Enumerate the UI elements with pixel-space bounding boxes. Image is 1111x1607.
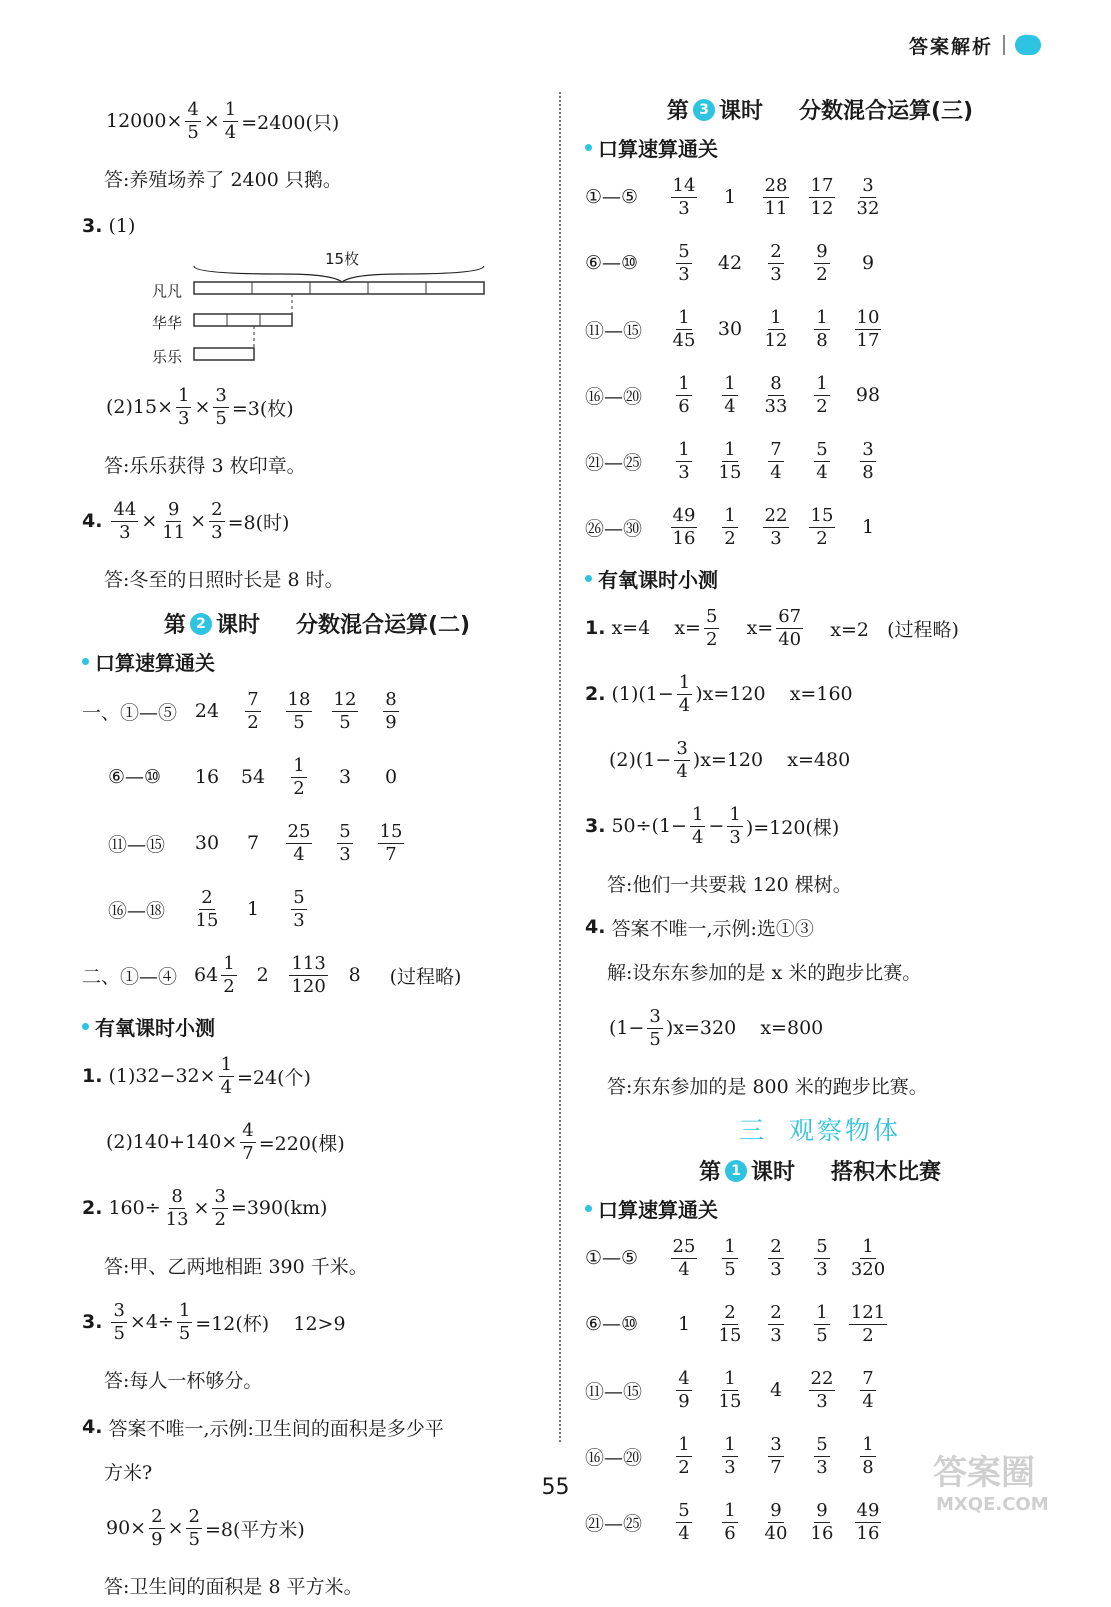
row-label: ⑥—⑩ bbox=[108, 766, 162, 788]
answer-row: ⑪—⑮ $\frac{1}{45}$ 30 $\frac{1}{12}$ $\frac{1}{8}$ $\frac{10}{17}$ bbox=[585, 306, 880, 351]
question-number: 3. bbox=[82, 215, 103, 237]
question-3 bbox=[82, 204, 552, 248]
fraction: $\frac{44}{3}$ bbox=[113, 498, 137, 543]
huahua-label: 华华 bbox=[152, 314, 183, 332]
answer-row: 二、①—④ 64 $\frac{1}{2}$ 2 $\frac{113}{120}$ 8 (过程略) bbox=[82, 952, 462, 997]
section-heading: 口算速算通关 bbox=[82, 647, 552, 676]
equation-row: 90× $\frac{2}{9}$ × $\frac{2}{5}$ =8(平方米) bbox=[106, 1505, 305, 1550]
watermark-logo bbox=[928, 1446, 1093, 1516]
row-label: ⑯—⑳ bbox=[585, 1446, 643, 1469]
fraction: $\frac{3}{5}$ bbox=[215, 384, 227, 429]
huahua-bar bbox=[194, 314, 292, 326]
answer-row: ⑪—⑮ $\frac{4}{9}$ $\frac{1}{15}$ 4 $\frac{22}{3}$ $\frac{7}{4}$ bbox=[585, 1367, 874, 1412]
lesson-title: 第 2 课时 分数混合运算(二) bbox=[163, 613, 471, 638]
fraction: $\frac{1}{3}$ bbox=[178, 384, 190, 429]
answer-line: 答:养殖场养了 2400 只鹅。 bbox=[104, 168, 342, 191]
lesson-number-badge: 2 bbox=[190, 613, 212, 635]
row-label: ⑥—⑩ bbox=[585, 252, 639, 274]
question-1: 1. x=4 x= $\frac{5}{2}$ x= $\frac{67}{40}$ x=2 (过程略) bbox=[585, 605, 959, 650]
question-1: 1. (1)32−32× $\frac{1}{4}$ =24(个) bbox=[82, 1053, 311, 1098]
equation-row: (1− $\frac{3}{5}$ )x=320 x=800 bbox=[609, 1005, 824, 1050]
row-label: ⑥—⑩ bbox=[585, 1313, 639, 1335]
header-accent-pill bbox=[1015, 35, 1041, 55]
lesson-title: 第 3 课时 分数混合运算(三) bbox=[666, 99, 974, 124]
page-header bbox=[909, 30, 1041, 60]
bullet-dot-icon bbox=[82, 1023, 89, 1030]
section-heading: 口算速算通关 bbox=[585, 1194, 1055, 1223]
bullet-dot-icon bbox=[585, 575, 592, 582]
row-label: ①—⑤ bbox=[585, 186, 639, 208]
row-label: ㉑—㉕ bbox=[585, 1512, 643, 1535]
answer-line: 答:东东参加的是 800 米的跑步比赛。 bbox=[607, 1075, 928, 1098]
answer-row: ㉑—㉕ $\frac{1}{3}$ $\frac{1}{15}$ $\frac{7}{4}$ $\frac{5}{4}$ $\frac{3}{8}$ bbox=[585, 438, 874, 483]
svg-text:MXQE.COM: MXQE.COM bbox=[936, 1494, 1049, 1515]
section-heading: 口算速算通关 bbox=[585, 133, 1055, 162]
row-label: ⑪—⑮ bbox=[585, 319, 643, 342]
answer-line: 答:卫生间的面积是 8 平方米。 bbox=[104, 1575, 363, 1598]
answer-row: ⑯—⑳ $\frac{1}{6}$ $\frac{1}{4}$ $\frac{8}{33}$ $\frac{1}{2}$ 98 bbox=[585, 372, 881, 417]
fraction: $\frac{4}{5}$ bbox=[187, 98, 199, 143]
header-separator bbox=[1003, 35, 1005, 55]
fanfan-label: 凡凡 bbox=[152, 282, 183, 300]
solution-line: 解:设东东参加的是 x 米的跑步比赛。 bbox=[607, 961, 922, 984]
equation-row: (2)(1− $\frac{3}{4}$ )x=120 x=480 bbox=[609, 737, 851, 782]
lele-label: 乐乐 bbox=[152, 348, 183, 366]
row-label: 二、①—④ bbox=[82, 965, 178, 988]
bullet-dot-icon bbox=[82, 658, 89, 665]
answer-row: ⑥—⑩ $\frac{5}{3}$ 42 $\frac{2}{3}$ $\frac{9}{2}$ 9 bbox=[585, 240, 875, 285]
equation-row: (2)140+140× $\frac{4}{7}$ =220(棵) bbox=[106, 1119, 345, 1164]
bullet-dot-icon bbox=[585, 1205, 592, 1212]
question-3: 3. 50÷(1− $\frac{1}{4}$ − $\frac{1}{3}$ )=120(棵) bbox=[585, 803, 840, 848]
part-label: (1) bbox=[108, 215, 136, 237]
lesson-number-badge: 1 bbox=[725, 1160, 747, 1182]
page-number: 55 bbox=[541, 1475, 570, 1500]
question-2: 2. 160÷ $\frac{8}{13}$ × $\frac{3}{2}$ =390(km) bbox=[82, 1185, 328, 1230]
row-label: ⑪—⑮ bbox=[108, 833, 166, 856]
row-label: ㉖—㉚ bbox=[585, 517, 643, 540]
row-label: ⑪—⑮ bbox=[585, 1380, 643, 1403]
section-heading: 有氧课时小测 bbox=[585, 564, 1055, 593]
equation-row: (2)15× $\frac{1}{3}$ × $\frac{3}{5}$ =3(枚) bbox=[106, 384, 294, 429]
answer-row: ⑯—⑱ $\frac{2}{15}$ 1 $\frac{5}{3}$ bbox=[82, 878, 552, 940]
fraction: $\frac{9}{11}$ bbox=[162, 498, 186, 543]
question-4: 4. 答案不唯一,示例:卫生间的面积是多少平 bbox=[82, 1416, 444, 1440]
lesson-number-badge: 3 bbox=[693, 99, 715, 121]
answer-row: 一、①—⑤ 24 $\frac{7}{2}$ $\frac{18}{5}$ $\frac{12}{5}$ $\frac{8}{9}$ bbox=[82, 688, 397, 733]
answer-row: ㉑—㉕ $\frac{5}{4}$ $\frac{1}{6}$ $\frac{9}{40}$ $\frac{9}{16}$ $\frac{49}{16}$ bbox=[585, 1499, 880, 1544]
left-column bbox=[82, 86, 552, 1607]
answer-row: ⑪—⑮ 30 7 $\frac{25}{4}$ $\frac{5}{3}$ $\frac{15}{7}$ bbox=[82, 812, 552, 874]
header-title: 答案解析 bbox=[908, 35, 993, 58]
right-column bbox=[585, 86, 1055, 1557]
column-divider bbox=[559, 92, 561, 1442]
total-label: 15枚 bbox=[325, 250, 360, 268]
question-4: 4. $\frac{44}{3}$ × $\frac{9}{11}$ × $\frac{2}{3}$ =8(时) bbox=[82, 498, 290, 543]
unit-title: 三 观察物体 bbox=[739, 1116, 901, 1145]
section-heading: 有氧课时小测 bbox=[82, 1012, 552, 1041]
stamp-diagram bbox=[112, 252, 492, 372]
lesson-title: 第 1 课时 搭积木比赛 bbox=[698, 1160, 942, 1185]
question-text: 方米? bbox=[104, 1461, 153, 1484]
row-label: ㉑—㉕ bbox=[585, 451, 643, 474]
expr-text: 12000× bbox=[106, 110, 183, 132]
answer-row: ①—⑤ $\frac{14}{3}$ 1 $\frac{28}{11}$ $\frac{17}{12}$ $\frac{3}{32}$ bbox=[585, 174, 880, 219]
answer-line: 答:他们一共要栽 120 棵树。 bbox=[607, 873, 852, 896]
question-2: 2. (1)(1− $\frac{1}{4}$ )x=120 x=160 bbox=[585, 671, 853, 716]
answer-row: ⑥—⑩ 1 $\frac{2}{15}$ $\frac{2}{3}$ $\frac{1}{5}$ $\frac{121}{2}$ bbox=[585, 1301, 886, 1346]
bullet-dot-icon bbox=[585, 144, 592, 151]
answer-line: 答:甲、乙两地相距 390 千米。 bbox=[104, 1255, 368, 1278]
expr-text: × bbox=[203, 110, 220, 132]
question-3: 3. $\frac{3}{5}$ ×4÷ $\frac{1}{5}$ =12(杯) 12>9 bbox=[82, 1299, 346, 1344]
fraction: $\frac{2}{3}$ bbox=[211, 498, 223, 543]
answer-line: 答:乐乐获得 3 枚印章。 bbox=[104, 454, 306, 477]
expr-text: =2400(只) bbox=[241, 111, 340, 134]
answer-row: ①—⑤ $\frac{25}{4}$ $\frac{1}{5}$ $\frac{2}{3}$ $\frac{5}{3}$ $\frac{1}{320}$ bbox=[585, 1235, 886, 1280]
answer-row: ⑯—⑳ $\frac{1}{2}$ $\frac{1}{3}$ $\frac{3}{7}$ $\frac{5}{3}$ $\frac{1}{8}$ bbox=[585, 1433, 874, 1478]
equation-row bbox=[82, 90, 552, 152]
row-label: ⑯—⑱ bbox=[108, 899, 166, 922]
row-label: ①—⑤ bbox=[585, 1247, 639, 1269]
answer-row: ⑥—⑩ 16 54 $\frac{1}{2}$ 3 0 bbox=[82, 746, 552, 808]
answer-row: ㉖—㉚ $\frac{49}{16}$ $\frac{1}{2}$ $\frac{22}{3}$ $\frac{15}{2}$ 1 bbox=[585, 504, 875, 549]
row-label: 一、①—⑤ bbox=[82, 701, 178, 724]
question-number: 4. bbox=[82, 510, 103, 532]
answer-line: 答:冬至的日照时长是 8 时。 bbox=[104, 568, 344, 591]
fraction: $\frac{1}{4}$ bbox=[224, 98, 237, 143]
lele-bar bbox=[194, 348, 254, 360]
fanfan-bar bbox=[194, 282, 484, 294]
svg-text:答案圈: 答案圈 bbox=[933, 1453, 1035, 1493]
question-4: 4. 答案不唯一,示例:选①③ bbox=[585, 916, 814, 940]
answer-line: 答:每人一杯够分。 bbox=[104, 1369, 263, 1392]
row-label: ⑯—⑳ bbox=[585, 385, 643, 408]
